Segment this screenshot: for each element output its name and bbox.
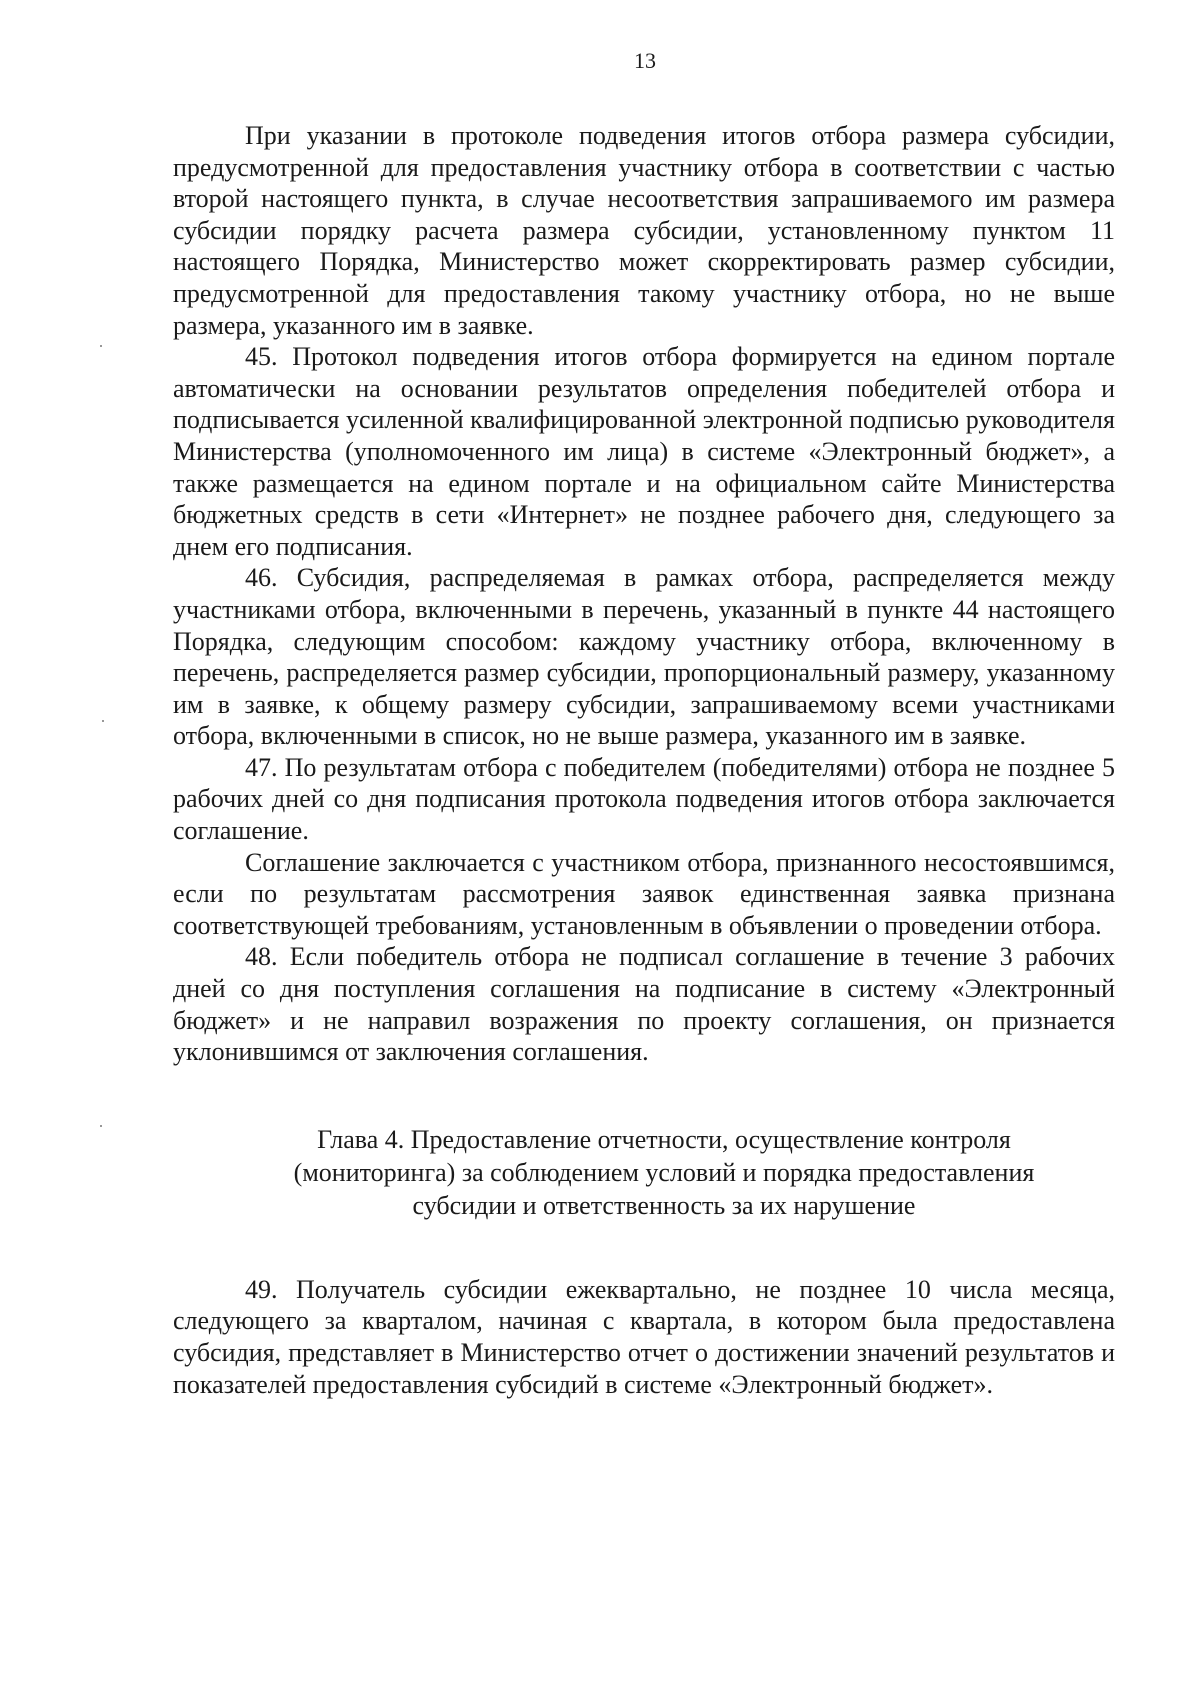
scan-speck <box>100 345 102 347</box>
chapter-heading-line-3: субсидии и ответственность за их нарушение <box>412 1190 916 1220</box>
document-body <box>173 120 1115 1400</box>
chapter-heading <box>173 1123 1115 1222</box>
scan-speck <box>100 1125 102 1127</box>
paragraph-correction: При указании в протоколе подведения итогов отбора размера субсидии, предусмотренной для предоставления участнику отбора в соответствии с частью второй настоящего пункта, в случае несоответствия запрашиваемого им размера субсидии порядку расчета размера субсидии, установленному пунктом 11 настоящего Порядка, Министерство может скорректировать размер субсидии, предусмотренной для предоставления такому участнику отбора, но не выше размера, указанного им в заявке. <box>173 121 1115 340</box>
paragraph-49: 49. Получатель субсидии ежеквартально, не позднее 10 числа месяца, следующего за кварталом, начиная с квартала, в котором была предоставлена субсидия, представляет в Министерство отчет о достижении значений результатов и показателей предоставления субсидий в системе «Электронный бюджет». <box>173 1274 1115 1399</box>
chapter-heading-line-1: Глава 4. Предоставление отчетности, осуществление контроля <box>317 1124 1011 1154</box>
page-number: 13 <box>634 48 656 73</box>
paragraph-46: 46. Субсидия, распределяемая в рамках отбора, распределяется между участниками отбора, включенными в перечень, указанный в пункте 44 настоящего Порядка, следующим способом: каждому участнику отбора, включенному в перечень, распределяется размер субсидии, пропорциональный размеру, указанному им в заявке, к общему размеру субсидии, запрашиваемому всеми участниками отбора, включенными в список, но не выше размера, указанного им в заявке. <box>173 563 1115 751</box>
paragraph-agreement: Соглашение заключается с участником отбора, признанного несостоявшимся, если по результатам рассмотрения заявок единственная заявка признана соответствующей требованиям, установленным в объявлении о проведении отбора. <box>173 847 1115 940</box>
paragraph-47: 47. По результатам отбора с победителем (победителями) отбора не позднее 5 рабочих дней со дня подписания протокола подведения итогов отбора заключается соглашение. <box>173 752 1115 846</box>
paragraph-45: 45. Протокол подведения итогов отбора формируется на едином портале автоматически на основании результатов определения победителей отбора и подписывается усиленной квалифицированной электронной подписью руководителя Министерства (уполномоченного им лица) в системе «Электронный бюджет», а также размещается на едином портале и на официальном сайте Министерства бюджетных средств в сети «Интернет» не позднее рабочего дня, следующего за днем его подписания. <box>173 342 1115 561</box>
paragraph-48: 48. Если победитель отбора не подписал соглашение в течение 3 рабочих дней со дня поступления соглашения на подписание в систему «Электронный бюджет» и не направил возражения по проекту соглашения, он признается уклонившимся от заключения соглашения. <box>173 942 1115 1067</box>
scan-speck <box>102 720 104 722</box>
chapter-heading-line-2: (мониторинга) за соблюдением условий и порядка предоставления <box>293 1157 1035 1187</box>
